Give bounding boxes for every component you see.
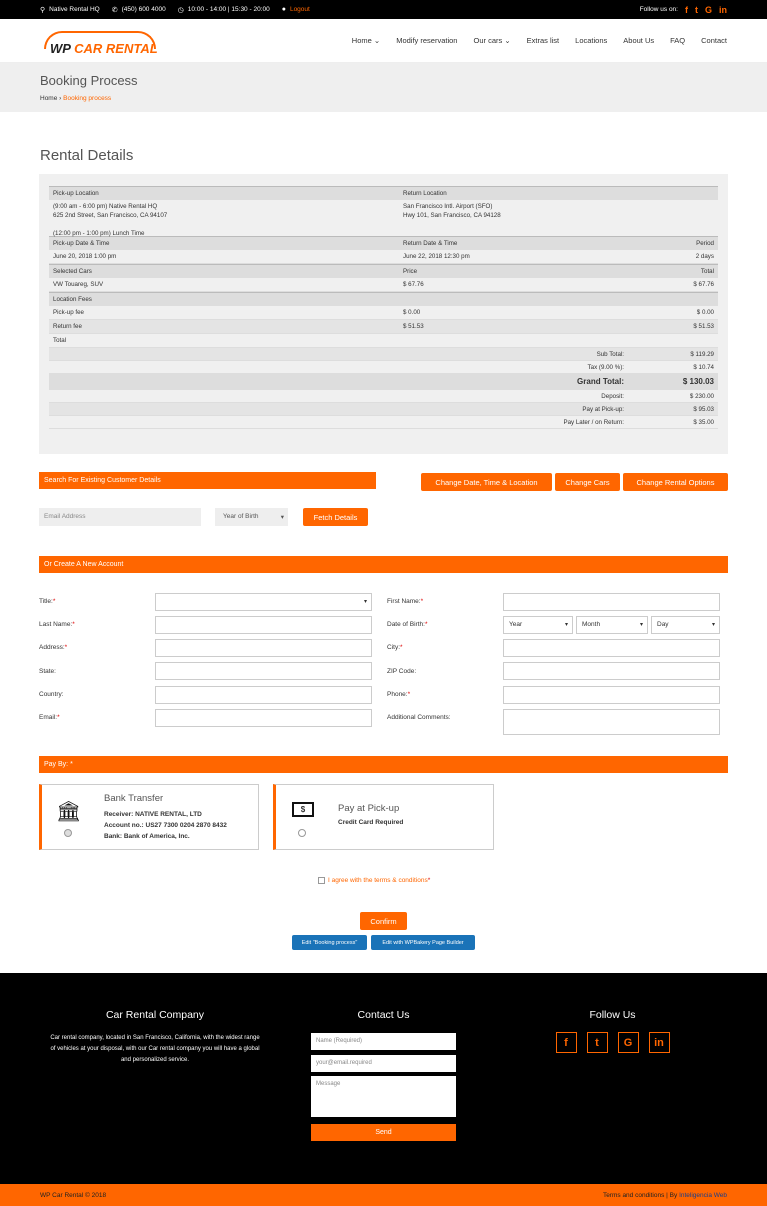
- footer-email-input[interactable]: your@email.required: [311, 1055, 456, 1072]
- by-separator: | By: [664, 1191, 680, 1199]
- top-hours: 10:00 - 14:00 | 15:30 - 20:00: [187, 6, 270, 13]
- top-location: Native Rental HQ: [49, 6, 100, 13]
- dob-year-select[interactable]: Year ▾: [503, 616, 573, 634]
- title-label: Title:*: [39, 598, 56, 605]
- yob-label: Year of Birth: [223, 513, 259, 520]
- nav-locations[interactable]: Locations: [575, 36, 608, 45]
- address-input[interactable]: [155, 639, 372, 657]
- author-link[interactable]: Inteligencia Web: [679, 1191, 727, 1199]
- chevron-down-icon: ▾: [639, 622, 643, 628]
- cash-icon: $: [292, 802, 314, 817]
- main-nav: [336, 36, 727, 45]
- logout-link[interactable]: Logout: [289, 6, 310, 13]
- title-select[interactable]: [155, 593, 372, 611]
- logo-rental: RENTAL: [105, 40, 158, 56]
- bank-name: Bank: Bank of America, Inc.: [104, 833, 190, 840]
- pickup-radio[interactable]: [298, 829, 306, 837]
- nav-contact[interactable]: Contact: [701, 36, 727, 45]
- edit-wpbakery-button[interactable]: Edit with WPBakery Page Builder: [371, 935, 475, 950]
- search-customer-bar: Search For Existing Customer Details: [39, 472, 376, 489]
- nav-faq[interactable]: FAQ: [670, 36, 686, 45]
- first-name-label: First Name:*: [387, 598, 424, 605]
- footer-follow-heading: Follow Us: [589, 1009, 636, 1021]
- deposit: $ 230.00: [689, 392, 714, 400]
- confirm-button[interactable]: Confirm: [360, 912, 407, 930]
- return-loc-line2: Hwy 101, San Francisco, CA 94128: [403, 212, 501, 219]
- footer-company-text: Car rental company, located in San Francisco, California, with the widest range of vehicles at your disposal, with our Car rental company you will have a global and personalized service.: [50, 1035, 260, 1063]
- return-loc-line1: San Francisco Intl. Airport (SFO): [403, 203, 493, 210]
- pickup-fee-price: $ 0.00: [403, 309, 421, 316]
- bottom-bar: [0, 1184, 767, 1206]
- logo-car: CAR: [74, 40, 103, 56]
- chevron-down-icon: ▾: [363, 599, 367, 605]
- follow-label: Follow us on:: [639, 6, 678, 13]
- bank-account: Account no.: US27 7300 0204 2870 8432: [104, 822, 227, 829]
- change-date-button[interactable]: Change Date, Time & Location: [421, 473, 552, 491]
- pay-later: $ 35.00: [693, 418, 714, 426]
- first-name-input[interactable]: [503, 593, 720, 611]
- map-pin-icon: ⚲: [40, 6, 46, 14]
- tax-label: Tax (9.00 %):: [587, 363, 624, 371]
- footer-name-input[interactable]: Name (Required): [311, 1033, 456, 1050]
- pickup-dt: June 20, 2018 1:00 pm: [53, 253, 117, 260]
- th-total: Total: [700, 267, 714, 275]
- address-label: Address:*: [39, 644, 68, 651]
- crumb-current: Booking process: [63, 95, 112, 102]
- top-phone: (450) 600 4000: [121, 6, 166, 13]
- last-name-label: Last Name:*: [39, 621, 75, 628]
- th-return-location: Return Location: [403, 189, 447, 197]
- grand-label: Grand Total:: [577, 377, 624, 386]
- return-fee-total: $ 51.53: [693, 323, 714, 330]
- edit-booking-button[interactable]: Edit "Booking process": [292, 935, 367, 950]
- dob-day-select[interactable]: Day ▾: [651, 616, 720, 634]
- period: 2 days: [695, 253, 714, 260]
- country-input[interactable]: [155, 686, 372, 704]
- grand-total: $ 130.03: [682, 377, 714, 386]
- facebook-icon[interactable]: f: [556, 1032, 577, 1053]
- top-bar: [0, 0, 767, 19]
- terms-link[interactable]: I agree with the terms & conditions: [328, 877, 428, 884]
- clock-icon: ◷: [177, 6, 184, 14]
- site-header: [0, 19, 767, 63]
- dob-month-select[interactable]: Month ▾: [576, 616, 648, 634]
- email-input[interactable]: [155, 709, 372, 727]
- page-header: [0, 63, 767, 112]
- pay-later-label: Pay Later / on Return:: [563, 418, 624, 426]
- return-dt: June 22, 2018 12:30 pm: [403, 253, 470, 260]
- th-price: Price: [403, 267, 418, 275]
- chevron-down-icon: ▾: [711, 622, 715, 628]
- zip-label: ZIP Code:: [387, 668, 417, 675]
- footer-social: [545, 1032, 680, 1053]
- zip-input[interactable]: [503, 662, 720, 680]
- th-pickup-location: Pick-up Location: [53, 189, 99, 197]
- th-period: Period: [696, 239, 714, 247]
- country-label: Country:: [39, 691, 64, 698]
- linkedin-icon[interactable]: in: [719, 4, 727, 15]
- breadcrumb: Home › Booking process: [40, 95, 112, 102]
- nav-modify[interactable]: Modify reservation: [396, 36, 458, 45]
- chevron-down-icon: ⌄: [373, 36, 381, 45]
- city-input[interactable]: [503, 639, 720, 657]
- phone-input[interactable]: [503, 686, 720, 704]
- footer-message-textarea[interactable]: Message: [311, 1076, 456, 1117]
- pickup-loc-line3: (12:00 pm - 1:00 pm) Lunch Time: [53, 230, 145, 237]
- change-options-button[interactable]: Change Rental Options: [623, 473, 728, 491]
- state-label: State:: [39, 668, 56, 675]
- terms-row: I agree with the terms & conditions *: [318, 877, 430, 884]
- google-icon[interactable]: G: [618, 1032, 639, 1053]
- search-email-input[interactable]: Email Address: [39, 508, 201, 526]
- footer-send-button[interactable]: Send: [311, 1124, 456, 1141]
- yob-select[interactable]: [215, 508, 288, 526]
- tax: $ 10.74: [693, 363, 714, 371]
- nav-cars[interactable]: Our cars ⌄: [473, 36, 511, 45]
- total-row: Total: [53, 337, 67, 344]
- th-pickup-dt: Pick-up Date & Time: [53, 239, 110, 247]
- deposit-label: Deposit:: [601, 392, 624, 400]
- site-logo[interactable]: [40, 25, 156, 57]
- terms-footer-link[interactable]: Terms and conditions: [602, 1191, 665, 1199]
- phone-icon: ✆: [111, 6, 118, 14]
- th-return-dt: Return Date & Time: [403, 239, 458, 247]
- linkedin-icon[interactable]: in: [649, 1032, 670, 1053]
- th-fees: Location Fees: [53, 295, 92, 303]
- pickup-fee: Pick-up fee: [53, 309, 84, 316]
- rental-details-table: [39, 174, 728, 454]
- bank-receiver: Receiver: NATIVE RENTAL, LTD: [104, 811, 202, 818]
- comments-label: Additional Comments:: [387, 714, 451, 721]
- pickup-desc: Credit Card Required: [338, 819, 404, 826]
- create-account-bar: Or Create A New Account: [39, 556, 728, 573]
- state-input[interactable]: [155, 662, 372, 680]
- change-cars-button[interactable]: Change Cars: [555, 473, 620, 491]
- nav-home[interactable]: Home ⌄: [351, 36, 381, 45]
- copyright: WP Car Rental © 2018: [40, 1191, 107, 1199]
- pickup-loc-line1: (9:00 am - 6:00 pm) Native Rental HQ: [53, 203, 158, 210]
- section-title: Rental Details: [40, 147, 134, 164]
- comments-textarea[interactable]: [503, 709, 720, 735]
- facebook-icon[interactable]: f: [684, 4, 688, 15]
- car-price: $ 67.76: [403, 281, 424, 288]
- return-fee: Return fee: [53, 323, 82, 330]
- pickup-loc-line2: 625 2nd Street, San Francisco, CA 94107: [53, 212, 168, 219]
- pickup-title: Pay at Pick-up: [338, 803, 400, 814]
- subtotal-label: Sub Total:: [596, 350, 624, 358]
- bank-title: Bank Transfer: [104, 793, 164, 804]
- fetch-details-button[interactable]: Fetch Details: [303, 508, 368, 526]
- pay-pickup-label: Pay at Pick-up:: [582, 405, 624, 413]
- terms-checkbox[interactable]: [318, 877, 325, 884]
- last-name-input[interactable]: [155, 616, 372, 634]
- chevron-down-icon: ▾: [280, 514, 284, 521]
- twitter-icon[interactable]: t: [694, 4, 698, 15]
- city-label: City:*: [387, 644, 403, 651]
- th-cars: Selected Cars: [53, 267, 92, 275]
- site-footer: [0, 973, 767, 1184]
- chevron-down-icon: ⌄: [504, 36, 511, 45]
- crumb-home[interactable]: Home: [40, 95, 58, 102]
- pay-by-bar: Pay By: *: [39, 756, 728, 773]
- pickup-fee-total: $ 0.00: [696, 309, 714, 316]
- bank-icon: 🏛: [56, 801, 82, 823]
- car-total: $ 67.76: [693, 281, 714, 288]
- phone-label: Phone:*: [387, 691, 411, 698]
- subtotal: $ 119.29: [690, 350, 714, 358]
- email-label: Email:*: [39, 714, 60, 721]
- user-icon: ●: [281, 6, 286, 13]
- bank-transfer-option[interactable]: [39, 784, 259, 850]
- car-name: VW Touareg, SUV: [53, 281, 104, 288]
- nav-about[interactable]: About Us: [623, 36, 655, 45]
- footer-contact-heading: Contact Us: [357, 1009, 410, 1021]
- nav-extras[interactable]: Extras list: [526, 36, 560, 45]
- footer-company-heading: Car Rental Company: [105, 1009, 205, 1021]
- bank-radio[interactable]: [64, 829, 72, 837]
- google-icon[interactable]: G: [704, 4, 712, 15]
- pay-pickup: $ 95.03: [693, 405, 714, 413]
- logo-wp: WP: [50, 40, 71, 56]
- page-title: Booking Process: [40, 73, 138, 88]
- twitter-icon[interactable]: t: [587, 1032, 608, 1053]
- return-fee-price: $ 51.53: [403, 323, 424, 330]
- pay-at-pickup-option[interactable]: [273, 784, 494, 850]
- chevron-down-icon: ▾: [564, 622, 568, 628]
- dob-label: Date of Birth:*: [387, 621, 428, 628]
